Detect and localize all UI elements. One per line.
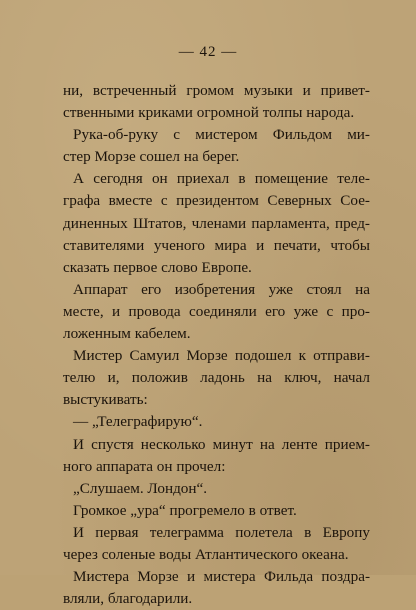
text-line: месте, и провода соединяли его уже с про-	[63, 302, 370, 320]
text-line: сказать первое слово Европе.	[63, 258, 252, 276]
text-line: ни, встреченный громом музыки и привет-	[63, 82, 370, 99]
text-line: ложенным кабелем.	[63, 325, 191, 343]
text-line: — „Телеграфирую“.	[73, 413, 203, 431]
page-number: — 42 —	[178, 44, 238, 60]
text-line: „Слушаем. Лондон“.	[73, 479, 208, 497]
text-line: Мистер Самуил Морзе подошел к отправи-	[73, 347, 370, 365]
text-line: Аппарат его изобретения уже стоял на	[73, 280, 370, 298]
text-line: ного аппарата он прочел:	[63, 457, 226, 475]
text-line: Рука-об-руку с мистером Фильдом ми-	[73, 126, 370, 144]
text-line: И первая телеграмма полетела в Европу	[73, 523, 370, 541]
body-text	[63, 80, 370, 610]
text-line: выстукивать:	[63, 391, 148, 409]
text-line: А сегодня он приехал в помещение теле-	[73, 170, 370, 188]
text-line: стер Морзе сошел на берег.	[63, 148, 240, 166]
text-line: ставителями ученого мира и печати, чтобы	[63, 236, 370, 254]
text-line: Громкое „ура“ прогремело в ответ.	[73, 501, 297, 519]
text-line: телю и, положив ладонь на ключ, начал	[63, 369, 370, 387]
text-line: И спустя несколько минут на ленте прием-	[73, 435, 370, 453]
text-line: ственными криками огромной толпы народа.	[63, 104, 355, 122]
text-line: вляли, благодарили.	[63, 590, 193, 608]
text-line: через соленые воды Атлантического океана.	[63, 545, 349, 563]
text-line: диненных Штатов, членами парламента, пред-	[63, 214, 370, 232]
text-line: Мистера Морзе и мистера Фильда поздра-	[73, 568, 370, 586]
text-line: графа вместе с президентом Северных Сое-	[63, 192, 370, 210]
